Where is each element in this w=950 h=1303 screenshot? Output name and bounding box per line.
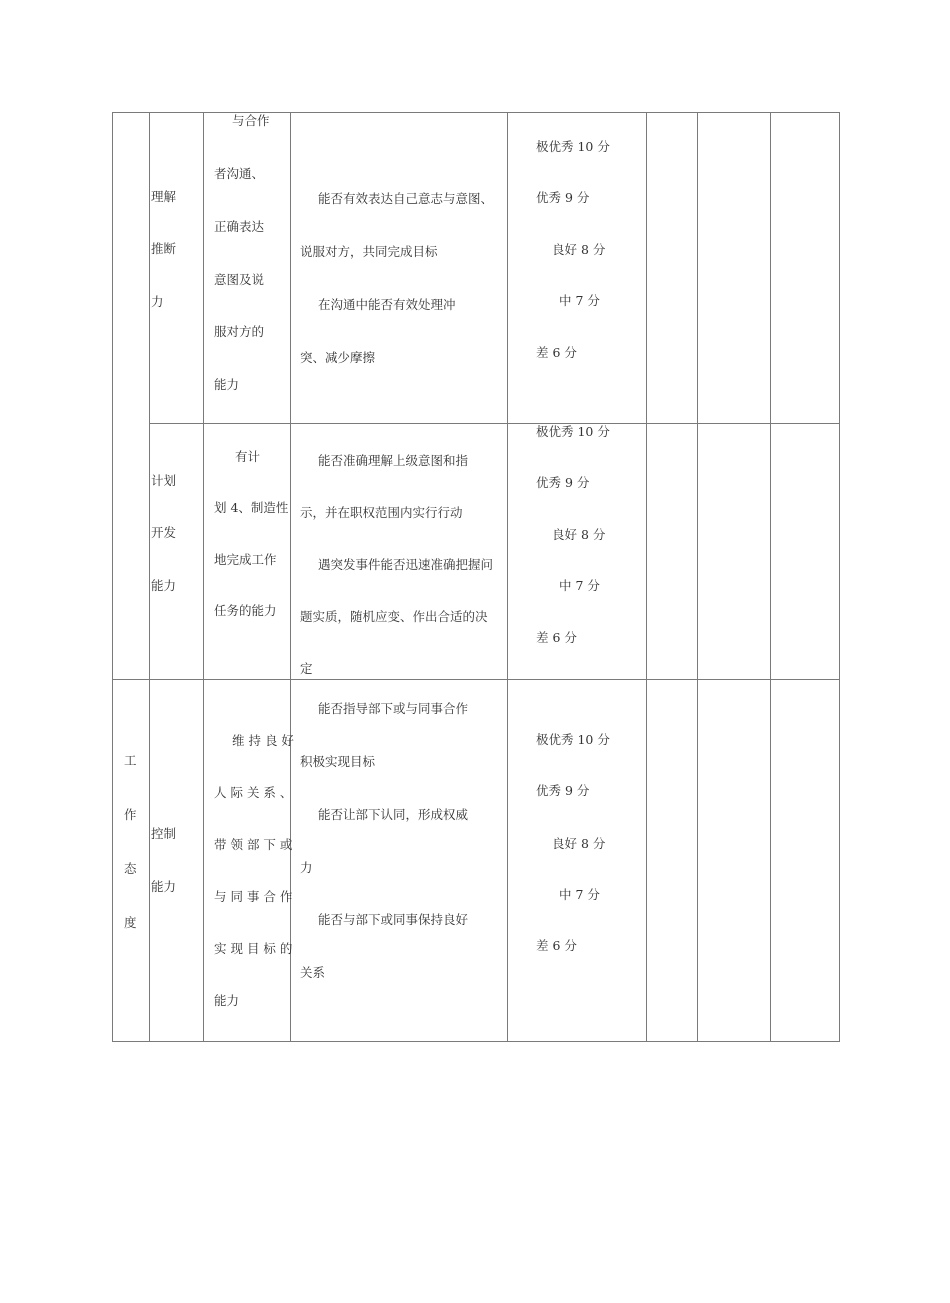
criteria-line: 定 <box>300 661 313 676</box>
definition-line: 与 同 事 合 作 <box>214 889 293 904</box>
criteria-line: 积极实现目标 <box>300 754 376 769</box>
item-name-line: 计划 <box>151 473 177 488</box>
criteria-line: 突、减少摩擦 <box>300 350 376 365</box>
criteria-line: 能否与部下或同事保持良好 <box>318 912 469 927</box>
definition-line: 者沟通、 <box>214 166 265 181</box>
col-line-4 <box>507 112 508 1042</box>
definition-line: 地完成工作 <box>214 552 277 567</box>
score-line: 良好 8 分 <box>552 527 606 542</box>
item-name-line: 推断 <box>151 241 177 256</box>
definition-line: 维 持 良 好 <box>232 733 294 748</box>
item-name-line: 力 <box>151 294 164 309</box>
score-line: 优秀 9 分 <box>536 190 590 205</box>
score-line: 差 6 分 <box>536 345 577 360</box>
score-line: 良好 8 分 <box>552 242 606 257</box>
col-line-0 <box>112 112 113 1042</box>
criteria-line: 能否指导部下或与同事合作 <box>318 701 469 716</box>
table-border-top <box>112 112 840 113</box>
category-char: 工 <box>124 753 137 768</box>
criteria-line: 力 <box>300 860 313 875</box>
score-line: 差 6 分 <box>536 630 577 645</box>
item-name-line: 控制 <box>151 826 177 841</box>
score-line: 极优秀 10 分 <box>536 424 610 439</box>
row-divider-1 <box>149 423 840 424</box>
item-name-line: 开发 <box>151 525 177 540</box>
item-name-line: 能力 <box>151 879 177 894</box>
definition-line: 服对方的 <box>214 324 265 339</box>
item-name-line: 理解 <box>151 189 177 204</box>
score-line: 极优秀 10 分 <box>536 732 610 747</box>
definition-line: 意图及说 <box>214 272 265 287</box>
col-line-6 <box>697 112 698 1042</box>
score-line: 极优秀 10 分 <box>536 139 610 154</box>
score-line: 中 7 分 <box>559 293 600 308</box>
definition-line: 能力 <box>214 993 240 1008</box>
row-divider-2 <box>112 679 840 680</box>
criteria-line: 说服对方，共同完成目标 <box>300 244 438 259</box>
category-char: 态 <box>124 861 137 876</box>
score-line: 优秀 9 分 <box>536 475 590 490</box>
col-line-1 <box>149 112 150 1042</box>
category-char: 作 <box>124 807 137 822</box>
col-line-2 <box>203 112 204 1042</box>
score-line: 中 7 分 <box>559 887 600 902</box>
score-line: 差 6 分 <box>536 938 577 953</box>
criteria-line: 能否有效表达自己意志与意图、 <box>318 191 494 206</box>
definition-line: 实 现 目 标 的 <box>214 941 293 956</box>
col-line-5 <box>646 112 647 1042</box>
item-name-line: 能力 <box>151 578 177 593</box>
col-line-7 <box>770 112 771 1042</box>
definition-line: 有计 <box>235 449 261 464</box>
criteria-line: 题实质，随机应变、作出合适的决 <box>300 609 488 624</box>
definition-line: 任务的能力 <box>214 603 277 618</box>
criteria-line: 关系 <box>300 965 326 980</box>
criteria-line: 在沟通中能否有效处理冲 <box>318 297 456 312</box>
definition-line: 划 4、制造性 <box>214 500 289 515</box>
definition-line: 能力 <box>214 377 240 392</box>
category-char: 度 <box>124 915 137 930</box>
table-border-bottom <box>112 1041 840 1042</box>
criteria-line: 遇突发事件能否迅速准确把握问 <box>318 557 494 572</box>
criteria-line: 能否让部下认同，形成权威 <box>318 807 469 822</box>
score-line: 优秀 9 分 <box>536 783 590 798</box>
definition-line: 与合作 <box>232 113 270 128</box>
definition-line: 带 领 部 下 或 <box>214 837 293 852</box>
score-line: 良好 8 分 <box>552 836 606 851</box>
criteria-line: 示，并在职权范围内实行行动 <box>300 505 463 520</box>
score-line: 中 7 分 <box>559 578 600 593</box>
col-line-8 <box>839 112 840 1042</box>
definition-line: 正确表达 <box>214 219 265 234</box>
definition-line: 人 际 关 系 、 <box>214 785 293 800</box>
criteria-line: 能否准确理解上级意图和指 <box>318 453 469 468</box>
